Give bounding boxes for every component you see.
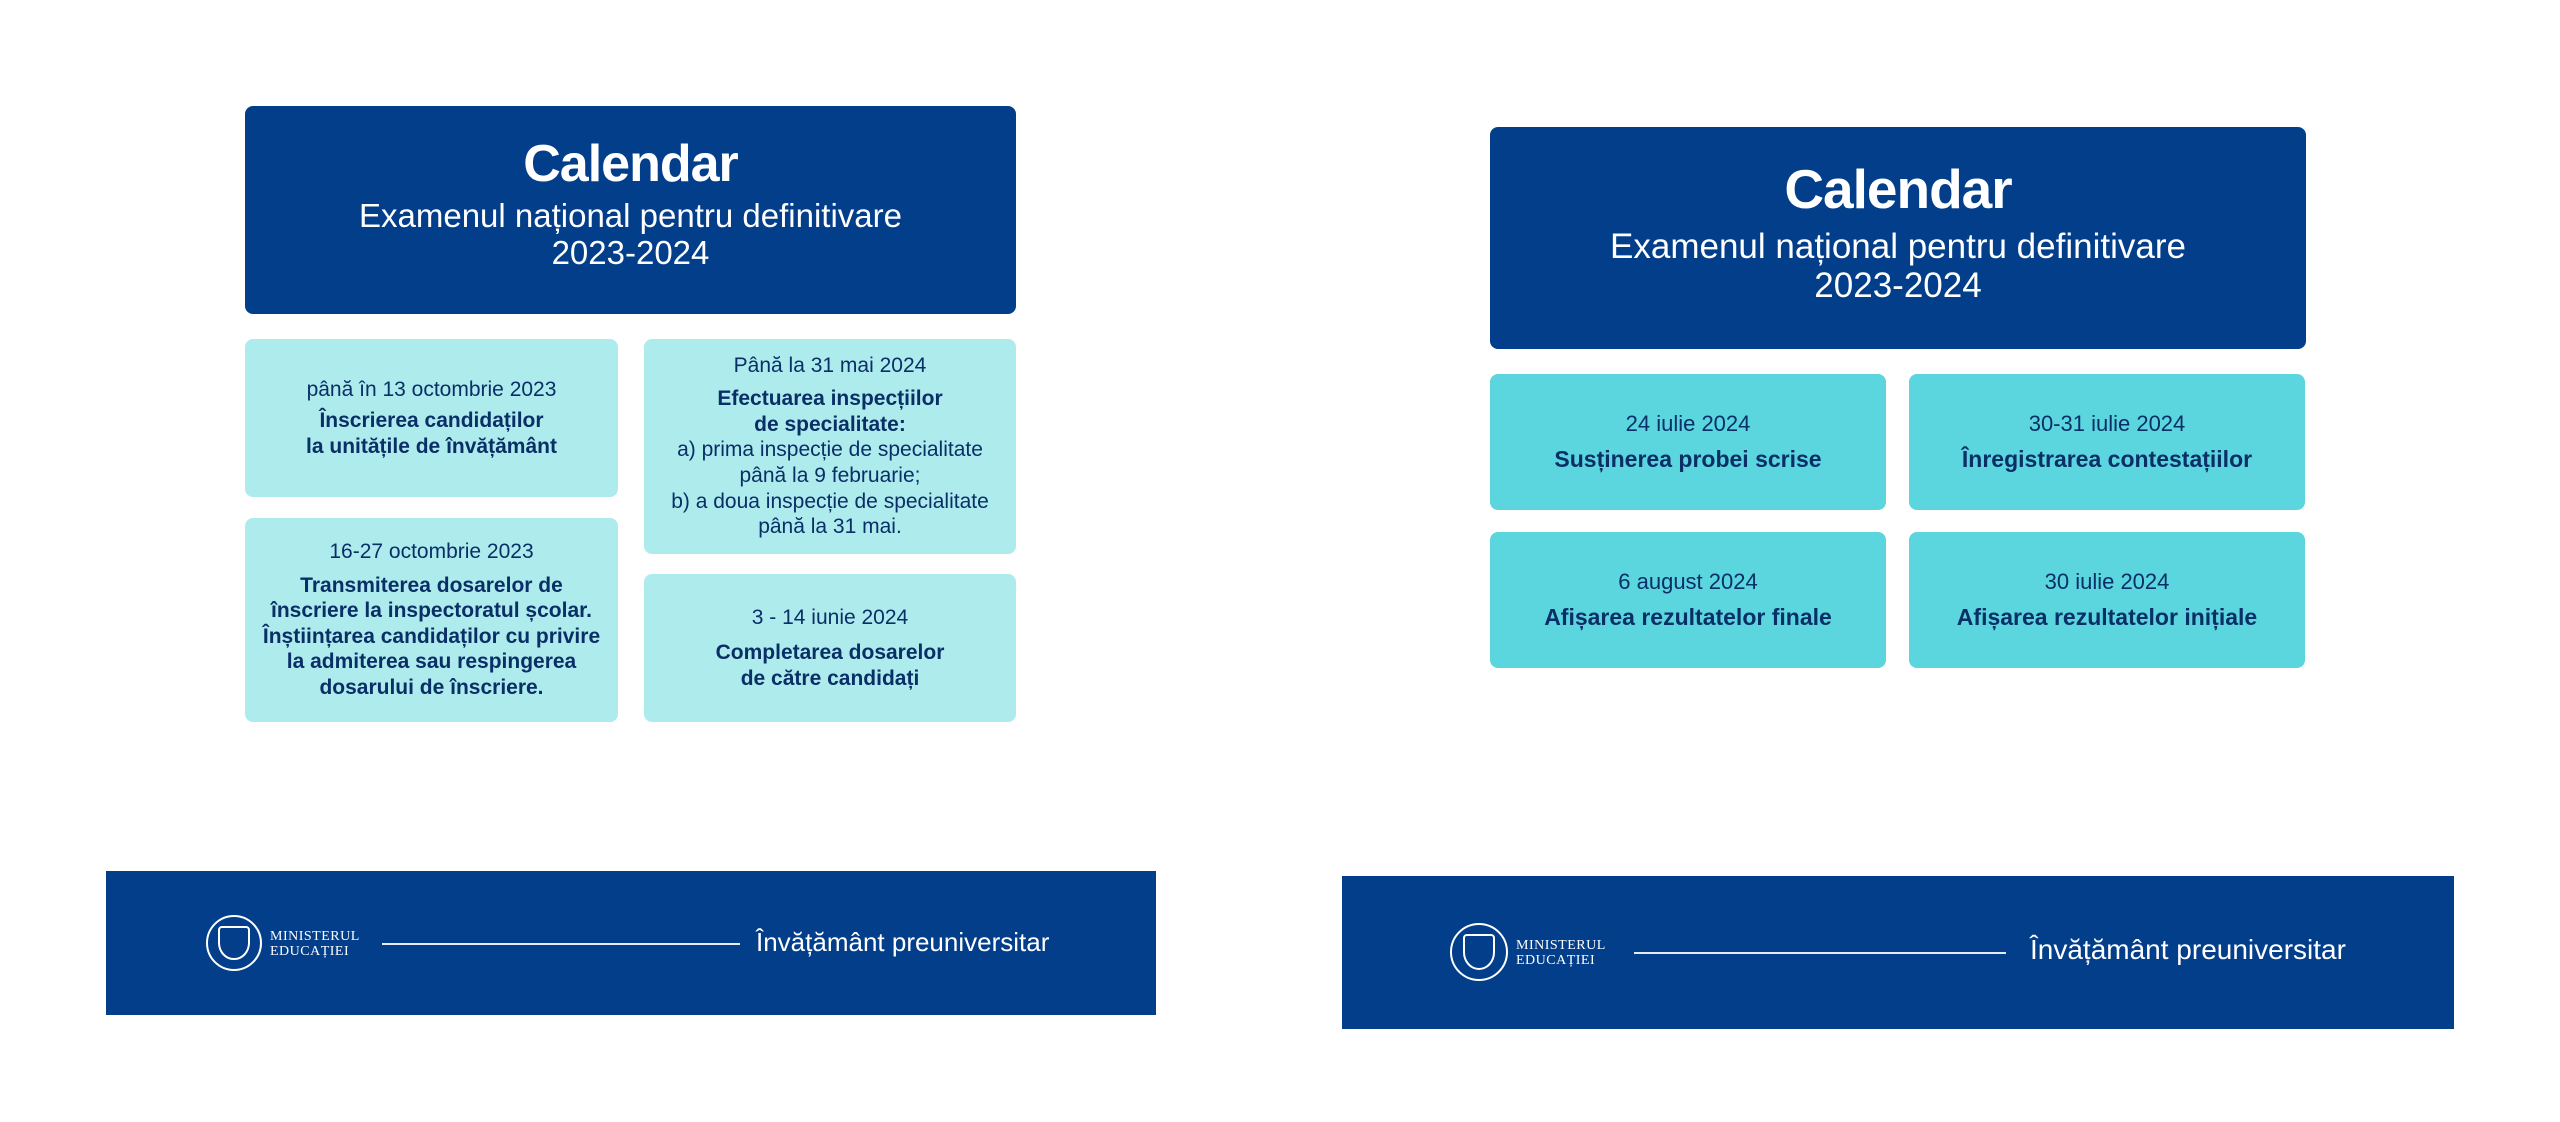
left-header-title: Calendar <box>523 135 738 193</box>
footer-tagline: Învățământ preuniversitar <box>2030 934 2346 965</box>
ministry-name <box>1516 938 1606 969</box>
card-body: a) prima inspecție de specialitate până la 9 februarie; b) a doua inspecție de specialitate până la 31 mai. <box>671 438 989 539</box>
card-date: 30-31 iulie 2024 <box>2028 411 2186 437</box>
left-card-enrollment <box>245 339 618 497</box>
left-card-dossiers <box>644 574 1016 722</box>
card-title: Susținerea probei scrise <box>1554 445 1822 472</box>
card-date: până în 13 octombrie 2023 <box>306 377 557 401</box>
right-header-subtitle-line1: Examenul național pentru definitivare <box>1610 227 2186 266</box>
right-header <box>1490 127 2306 349</box>
card-date: 16-27 octombrie 2023 <box>329 540 534 564</box>
card-title: Înscrierea candidaților la unitățile de învățământ <box>306 408 557 458</box>
card-title: Afișarea rezultatelor finale <box>1544 603 1832 630</box>
left-header-subtitle-line2: 2023-2024 <box>551 233 710 271</box>
right-card-written-exam <box>1490 374 1886 510</box>
card-date: 6 august 2024 <box>1618 569 1758 595</box>
right-card-initial-results <box>1909 532 2305 668</box>
ministry-name <box>270 929 360 960</box>
card-date: 30 iulie 2024 <box>2044 569 2170 595</box>
ministry-emblem-icon <box>1450 923 1508 981</box>
card-title: Înregistrarea contestațiilor <box>1961 445 2253 472</box>
card-date: Până la 31 mai 2024 <box>733 354 927 378</box>
left-header-subtitle-line1: Examenul național pentru definitivare <box>358 197 902 234</box>
card-title: Completarea dosarelor de către candidați <box>715 640 945 690</box>
footer-divider <box>382 943 740 945</box>
footer-divider <box>1634 952 2006 954</box>
card-title: Afișarea rezultatelor inițiale <box>1956 603 2258 630</box>
footer-tagline: Învățământ preuniversitar <box>756 927 1050 957</box>
left-header-subtitle <box>245 198 1016 272</box>
card-date: 3 - 14 iunie 2024 <box>751 605 909 629</box>
left-card-transmission <box>245 518 618 722</box>
left-footer <box>106 871 1156 1015</box>
left-card-inspections <box>644 339 1016 554</box>
right-card-contestations <box>1909 374 2305 510</box>
card-title: Efectuarea inspecțiilor de specialitate: <box>717 387 943 436</box>
right-header-title: Calendar <box>1784 158 2012 220</box>
card-date: 24 iulie 2024 <box>1625 411 1751 437</box>
ministry-line2: EDUCAȚIEI <box>1516 953 1596 969</box>
ministry-emblem-icon <box>206 915 262 971</box>
right-header-subtitle-line2: 2023-2024 <box>1814 266 1982 306</box>
right-footer <box>1342 876 2454 1029</box>
ministry-line1: MINISTERUL <box>1516 938 1606 953</box>
ministry-line1: MINISTERUL <box>270 929 360 944</box>
card-title: Transmiterea dosarelor de înscriere la inspectoratul școlar. Înștiințarea candidaților cu privire la admiterea sau respingerea dosarului de înscriere. <box>262 573 601 699</box>
right-card-final-results <box>1490 532 1886 668</box>
right-header-subtitle <box>1490 227 2306 305</box>
left-header <box>245 106 1016 314</box>
ministry-line2: EDUCAȚIEI <box>270 944 350 960</box>
